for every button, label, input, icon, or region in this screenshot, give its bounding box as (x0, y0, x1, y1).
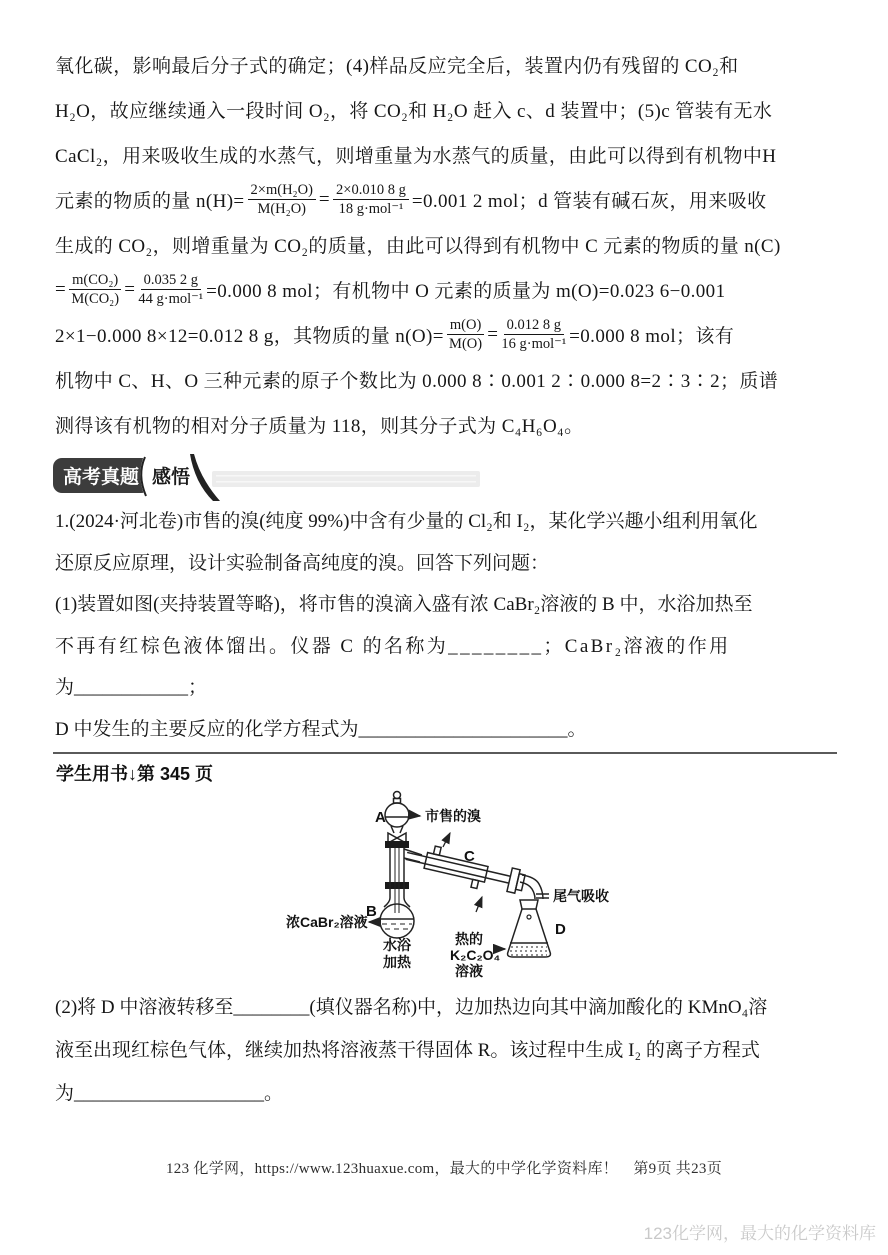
question-1-text (55, 501, 841, 750)
fraction: $\frac{\text{m(CO₂)}}{\text{M(CO₂)}}$ (69, 272, 121, 307)
bromine-label: 市售的溴 (425, 808, 481, 824)
answer-line (55, 357, 841, 402)
flask-b (380, 898, 414, 938)
answer-line (55, 42, 841, 87)
answer-line (55, 177, 841, 222)
fraction: $\frac{2\times 0.010 8 g}{\text{18 g·mol⁻¹}}$ (333, 182, 409, 217)
answer-line (55, 267, 841, 312)
label-D: D (555, 921, 566, 938)
hot-solution-label-3: 溶液 (455, 963, 483, 979)
water-out-arrow (443, 833, 450, 847)
answer-text: CaCl₂，用来吸收生成的水蒸气，则增重量为水蒸气的质量，由此可以得到有机物中H (55, 146, 777, 167)
answer-text: =0.000 8 mol；该有 (569, 326, 735, 347)
answer-text: =0.001 2 mol；d 管装有碱石灰，用来吸收 (411, 191, 767, 212)
fraction: $\frac{\text{2×m(H₂O)}}{\text{M(H₂O)}}$ (248, 182, 316, 217)
water-in-arrow (476, 897, 482, 912)
question-line: (1)装置如图(夹持装置等略)，将市售的溴滴入盛有浓 CaBr₂溶液的 B 中，水浴加热至 (55, 594, 753, 615)
water-bath-label-2: 加热 (383, 954, 411, 970)
answer-text: =0.000 8 mol；有机物中 O 元素的质量为 m(O)=0.023 6−0.001 (206, 281, 726, 302)
fraction: $\frac{0.035 2 g}{\text{44 g·mol⁻¹}}$ (138, 271, 204, 307)
fraction: $\frac{0.012 8 g}{\text{16 g·mol⁻¹}}$ (501, 316, 567, 352)
apparatus-diagram (270, 785, 680, 997)
question-line: (2)将 D 中溶液转移至________(填仪器名称)中，边加热边向其中滴加酸化的 KMnO₄溶 (55, 997, 768, 1018)
label-A: A (375, 809, 386, 826)
answer-text: = (55, 278, 67, 300)
water-bath-label-1: 水浴 (383, 937, 411, 953)
answer-line (55, 402, 841, 447)
answer-text: 2×1−0.000 8×12=0.012 8 g，其物质的量 n(O)= (55, 326, 444, 347)
section-badge (50, 454, 490, 504)
tail-gas-label: 尾气吸收 (553, 888, 609, 904)
label-B: B (366, 903, 377, 920)
student-book-page-ref: 学生用书↓第 345 页 (56, 764, 214, 784)
question-line: D 中发生的主要反应的化学方程式为______________________。 (55, 718, 587, 740)
hot-solution-label-1: 热的 (455, 931, 483, 947)
answer-text: 机物中 C、H、O 三种元素的原子个数比为 0.000 8∶0.001 2∶0.000 8=2∶3∶2；质谱 (55, 371, 779, 392)
answer-text: 生成的 CO₂，则增重量为 CO₂的质量，由此可以得到有机物中 C 元素的物质的量 n(C) (55, 236, 781, 257)
answer-line (55, 132, 841, 177)
question-line: 不再有红棕色液体馏出。仪器 C 的名称为________；CaBr₂溶液的作用 (55, 635, 731, 657)
dropping-funnel (385, 792, 409, 849)
horizontal-rule (53, 752, 837, 754)
badge-light-label: 感悟 (151, 467, 191, 488)
answer-text: = (318, 188, 331, 210)
badge-strip (212, 471, 480, 487)
cabr2-label: 浓CaBr₂溶液 (286, 914, 368, 930)
fraction: $\frac{m(O)}{M(O)}$ (447, 317, 484, 352)
answer-line (55, 312, 841, 357)
answer-line (55, 87, 841, 132)
answer-text: = (124, 278, 136, 300)
answer-text: H₂O，故应继续通入一段时间 O₂，将 CO₂和 H₂O 赶入 c、d 装置中；(5)c 管装有无水 (55, 101, 773, 122)
hot-solution-label-2: K₂C₂O₄ (450, 947, 501, 963)
answer-text: 测得该有机物的相对分子质量为 118，则其分子式为 C₄H₆O₄。 (55, 416, 584, 437)
question-line: 1.(2024·河北卷)市售的溴(纯度 99%)中含有少量的 Cl₂和 I₂，某化学兴趣小组利用氧化 (55, 511, 758, 532)
question-line: 还原反应原理，设计实验制备高纯度的溴。回答下列问题： (55, 552, 550, 574)
label-C: C (464, 848, 475, 865)
watermark: 123化学网，最大的化学资料库 (643, 1224, 876, 1243)
question-line: 为____________； (55, 677, 208, 698)
answer-text: 氧化碳，影响最后分子式的确定；(4)样品反应完全后，装置内仍有残留的 CO₂和 (55, 56, 739, 77)
flask-d (508, 900, 551, 957)
answer-paragraph (55, 42, 841, 447)
answer-line (55, 222, 841, 267)
question-2-text (55, 986, 841, 1115)
question-line: 液至出现红棕色气体，继续加热将溶液蒸干得固体 R。该过程中生成 I₂ 的离子方程式 (55, 1040, 760, 1061)
answer-text: 元素的物质的量 n(H)= (55, 191, 245, 212)
bromine-arrow (411, 815, 420, 816)
answer-text: = (487, 323, 499, 345)
page-footer: 123 化学网，https://www.123huaxue.com，最大的中学化学资料库！ 第9页 共23页 (165, 1161, 723, 1177)
badge-dark-label: 高考真题 (62, 467, 140, 488)
question-line: 为____________________。 (55, 1083, 284, 1104)
